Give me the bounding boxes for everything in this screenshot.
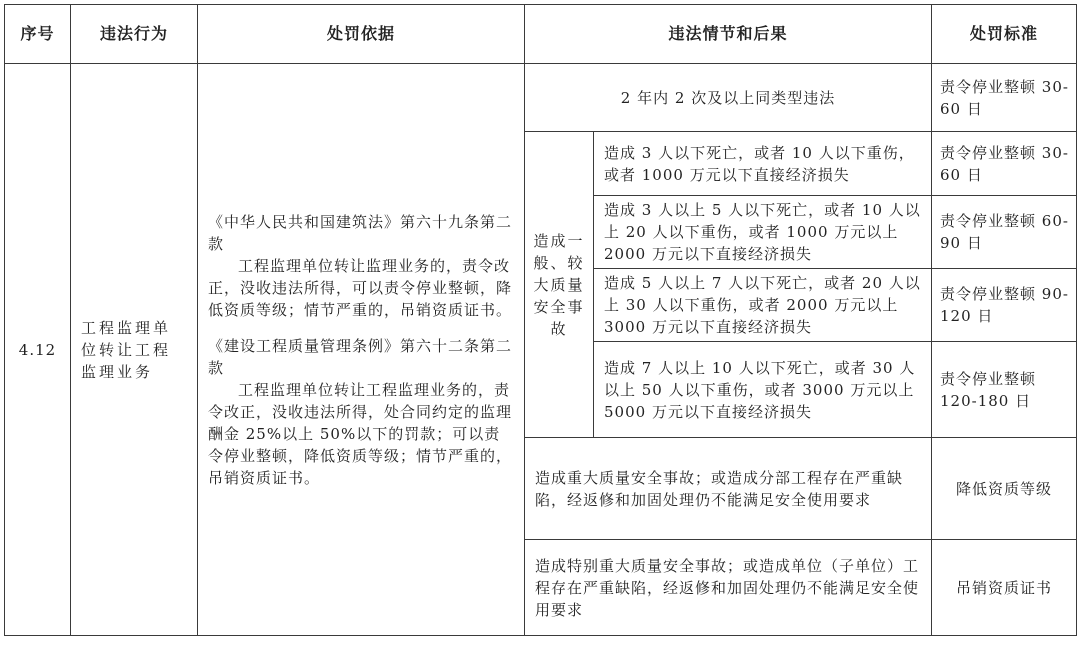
header-penalty-basis: 处罚依据 [198,5,525,64]
seq-cell: 4.12 [5,64,71,636]
standard-cell: 责令停业整顿 120-180 日 [932,342,1077,438]
accident-group-label: 造成一般、较大质量安全事故 [525,132,594,438]
penalty-standard-table [4,4,1077,636]
circumstance-cell: 造成 3 人以上 5 人以下死亡，或者 10 人以上 20 人以下重伤，或者 1000 万元以上 2000 万元以下直接经济损失 [594,196,932,269]
penalty-table-container [4,4,1077,636]
header-seq: 序号 [5,5,71,64]
law1-title: 《中华人民共和国建筑法》第六十九条第二款 [208,212,513,253]
header-circumstances: 违法情节和后果 [525,5,932,64]
standard-cell: 吊销资质证书 [932,540,1077,636]
standard-cell: 责令停业整顿 90-120 日 [932,269,1077,342]
header-violation-act: 违法行为 [71,5,198,64]
table-row [5,64,1077,132]
law1-body: 工程监理单位转让监理业务的，责令改正，没收违法所得，可以责令停业整顿，降低资质等级；情节严重的，吊销资质证书。 [208,256,513,319]
circumstance-cell: 造成 7 人以上 10 人以下死亡，或者 30 人以上 50 人以下重伤，或者 3000 万元以上 5000 万元以下直接经济损失 [594,342,932,438]
circumstance-cell: 造成重大质量安全事故；或造成分部工程存在严重缺陷，经返修和加固处理仍不能满足安全使用要求 [525,438,932,540]
standard-cell: 降低资质等级 [932,438,1077,540]
header-row [5,5,1077,64]
circumstance-cell: 2 年内 2 次及以上同类型违法 [525,64,932,132]
circumstance-cell: 造成 5 人以上 7 人以下死亡，或者 20 人以上 30 人以下重伤，或者 2000 万元以上 3000 万元以下直接经济损失 [594,269,932,342]
header-penalty-standard: 处罚标准 [932,5,1077,64]
standard-cell: 责令停业整顿 60-90 日 [932,196,1077,269]
circumstance-cell: 造成 3 人以下死亡，或者 10 人以下重伤，或者 1000 万元以下直接经济损失 [594,132,932,196]
circumstance-cell: 造成特别重大质量安全事故；或造成单位（子单位）工程存在严重缺陷，经返修和加固处理仍不能满足安全使用要求 [525,540,932,636]
law2-title: 《建设工程质量管理条例》第六十二条第二款 [208,336,513,377]
violation-act-cell: 工程监理单位转让工程监理业务 [71,64,198,636]
penalty-basis-cell [198,64,525,636]
standard-cell: 责令停业整顿 30-60 日 [932,64,1077,132]
law2-body: 工程监理单位转让工程监理业务的，责令改正，没收违法所得，处合同约定的监理酬金 25%以上 50%以下的罚款；可以责令停业整顿，降低资质等级；情节严重的，吊销资质证书。 [208,380,513,487]
standard-cell: 责令停业整顿 30-60 日 [932,132,1077,196]
